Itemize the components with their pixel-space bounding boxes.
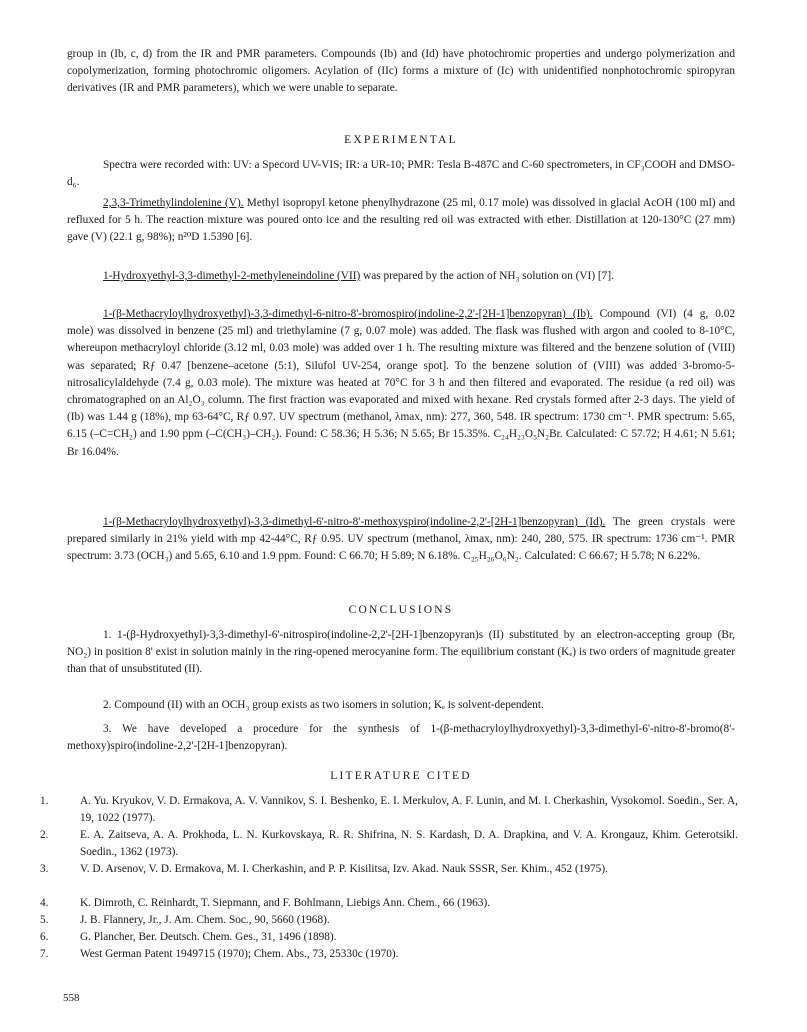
trimethylindolenine-title: 2,3,3-Trimethylindolenine (V). bbox=[103, 197, 244, 209]
trimethylindolenine-paragraph bbox=[67, 195, 735, 247]
reference-number: 3. bbox=[40, 863, 49, 875]
hydroxyethyl-paragraph bbox=[67, 268, 735, 285]
reference-number: 1. bbox=[40, 795, 49, 807]
bromospiro-body: Compound (VI) (4 g, 0.02 mole) was dissolved in benzene (25 ml) and triethylamine (7 g, 0.07 mole) was added. The flask was flushed with argon and cooled to 8-10°C, whereupon methacryloyl chloride (3.12 ml, 0.03 mole) was added over 1 h. The resulting mixture was filtered and the benzene solution of (VIII) was separated; Rƒ 0.47 [benzene–acetone (5:1), Silufol UV-254, orange spot]. To the benzene solution of (VIII) was added 3-bromo-5-nitrosalicylaldehyde (7.4 g, 0.03 mole). The mixture was heated at 70°C for 3 h and then filtered and evaporated. The residue (a red oil) was chromatographed on an Al₂O₃ column. The first fraction was evaporated and mixed with hexane. Red crystals formed after 2-3 days. The yield of (Ib) was 1.44 g (18%), mp 63-64°C, Rƒ 0.97. UV spectrum (methanol, λmax, nm): 277, 360, 548. IR spectrum: 1730 cm⁻¹. PMR spectrum: 5.65, 6.15 (–C=CH₂) and 1.90 ppm (–C(CH₃)–CH₂). Found: C 58.36; H 5.36; N 5.65; Br 15.35%. C₂₄H₂₃O₅N₂Br. Calculated: C 57.72; H 4.61; N 5.61; Br 16.04%. bbox=[67, 308, 736, 458]
reference-number: 6. bbox=[40, 931, 49, 943]
methoxyspiro-paragraph bbox=[67, 514, 735, 566]
conclusions-heading: CONCLUSIONS bbox=[348, 604, 454, 616]
conclusion-item: 2. Compound (II) with an OCH₃ group exists as two isomers in solution; Kₑ is solvent-dependent. bbox=[103, 699, 544, 711]
reference-text: K. Dimroth, C. Reinhardt, T. Siepmann, and F. Bohlmann, Liebigs Ann. Chem., 66 (1963). bbox=[80, 897, 491, 909]
methoxyspiro-title: 1-(β-Methacryloylhydroxyethyl)-3,3-dimethyl-6'-nitro-8'-methoxyspiro(indoline-2,2'-[2H-1]benzopyran) (Id). bbox=[103, 516, 606, 528]
reference-number: 5. bbox=[40, 914, 49, 926]
literature-heading: LITERATURE CITED bbox=[330, 770, 472, 782]
experimental-heading: EXPERIMENTAL bbox=[344, 134, 458, 146]
spectra-paragraph: Spectra were recorded with: UV: a Specord UV-VIS; IR: a UR-10; PMR: Tesla B-487C and C-60 spectrometers, in CF₃COOH and DMSO-d₆. bbox=[67, 159, 735, 189]
conclusion-item: 1. 1-(β-Hydroxyethyl)-3,3-dimethyl-6'-nitrospiro(indoline-2,2'-[2H-1]benzopyran)s (II) substituted by an electron-accepting group (Br, NO₂) in position 8' exist in solution mainly in the ring-opened merocyanine form. The equilibrium constant (Kₑ) is two orders of magnitude greater than that of unsubstituted (II). bbox=[67, 629, 735, 676]
page-number: 558 bbox=[63, 992, 80, 1004]
bromospiro-title: 1-(β-Methacryloylhydroxyethyl)-3,3-dimethyl-6-nitro-8'-bromospiro(indoline-2,2'-[2H-1]benzopyran) (Ib). bbox=[103, 308, 593, 320]
reference-text: V. D. Arsenov, V. D. Ermakova, M. I. Cherkashin, and P. P. Kisilitsa, Izv. Akad. Nauk SSSR, Ser. Khim., 452 (1975). bbox=[80, 863, 608, 875]
bromospiro-paragraph bbox=[67, 306, 735, 461]
trimethylindolenine-body: Methyl isopropyl ketone phenylhydrazone (25 ml, 0.17 mole) was dissolved in glacial AcOH (100 ml) and refluxed for 5 h. The reaction mixture was poured onto ice and the resulting red oil was extracted with ether. Distillation at 120-130°C (27 mm) gave (V) (22.1 g, 98%); n²⁰D 1.5390 [6]. bbox=[67, 197, 736, 244]
hydroxyethyl-body: was prepared by the action of NH₃ solution on (VI) [7]. bbox=[360, 270, 614, 282]
reference-number: 4. bbox=[40, 897, 49, 909]
reference-number: 7. bbox=[40, 948, 49, 960]
reference-text: West German Patent 1949715 (1970); Chem. Abs., 73, 25330c (1970). bbox=[80, 948, 399, 960]
conclusion-item: 3. We have developed a procedure for the synthesis of 1-(β-methacryloylhydroxyethyl)-3,3-dimethyl-6'-nitro-8'-bromo(8'-methoxy)spiro(indoline-2,2'-[2H-1]benzopyran). bbox=[67, 723, 735, 753]
reference-number: 2. bbox=[40, 829, 49, 841]
reference-text: J. B. Flannery, Jr., J. Am. Chem. Soc., 90, 5660 (1968). bbox=[80, 914, 330, 926]
reference-text: E. A. Zaitseva, A. A. Prokhoda, L. N. Kurkovskaya, R. R. Shifrina, N. S. Kardash, D. A. Drapkina, and V. A. Krongauz, Khim. Geterotsikl. Soedin., 1362 (1973). bbox=[80, 829, 738, 859]
intro-paragraph: group in (Ib, c, d) from the IR and PMR parameters. Compounds (Ib) and (Id) have photochromic properties and undergo polymerization and copolymerization, forming photochromic oligomers. Acylation of (IIc) forms a mixture of (Ic) with unidentified nonphotochromic spiropyran derivatives (IR and PMR parameters), which we were unable to separate. bbox=[67, 48, 735, 95]
hydroxyethyl-title: 1-Hydroxyethyl-3,3-dimethyl-2-methyleneindoline (VII) bbox=[103, 270, 361, 282]
methoxyspiro-body: The green crystals were prepared similarly in 21% yield with mp 42-44°C, Rƒ 0.95. UV spectrum (methanol, λmax, nm): 240, 280, 575. IR spectrum: 1736 cm⁻¹. PMR spectrum: 3.73 (OCH₃) and 5.65, 6.10 and 1.9 ppm. Found: C 66.70; H 5.89; N 6.18%. C₂₅H₂₆O₆N₂. Calculated: C 66.67; H 5.78; N 6.22%. bbox=[67, 516, 735, 563]
reference-text: A. Yu. Kryukov, V. D. Ermakova, A. V. Vannikov, S. I. Beshenko, E. I. Merkulov, A. F. Lunin, and M. I. Cherkashin, Vysokomol. Soedin., Ser. A, 19, 1022 (1977). bbox=[80, 795, 738, 825]
reference-text: G. Plancher, Ber. Deutsch. Chem. Ges., 31, 1496 (1898). bbox=[80, 931, 337, 943]
